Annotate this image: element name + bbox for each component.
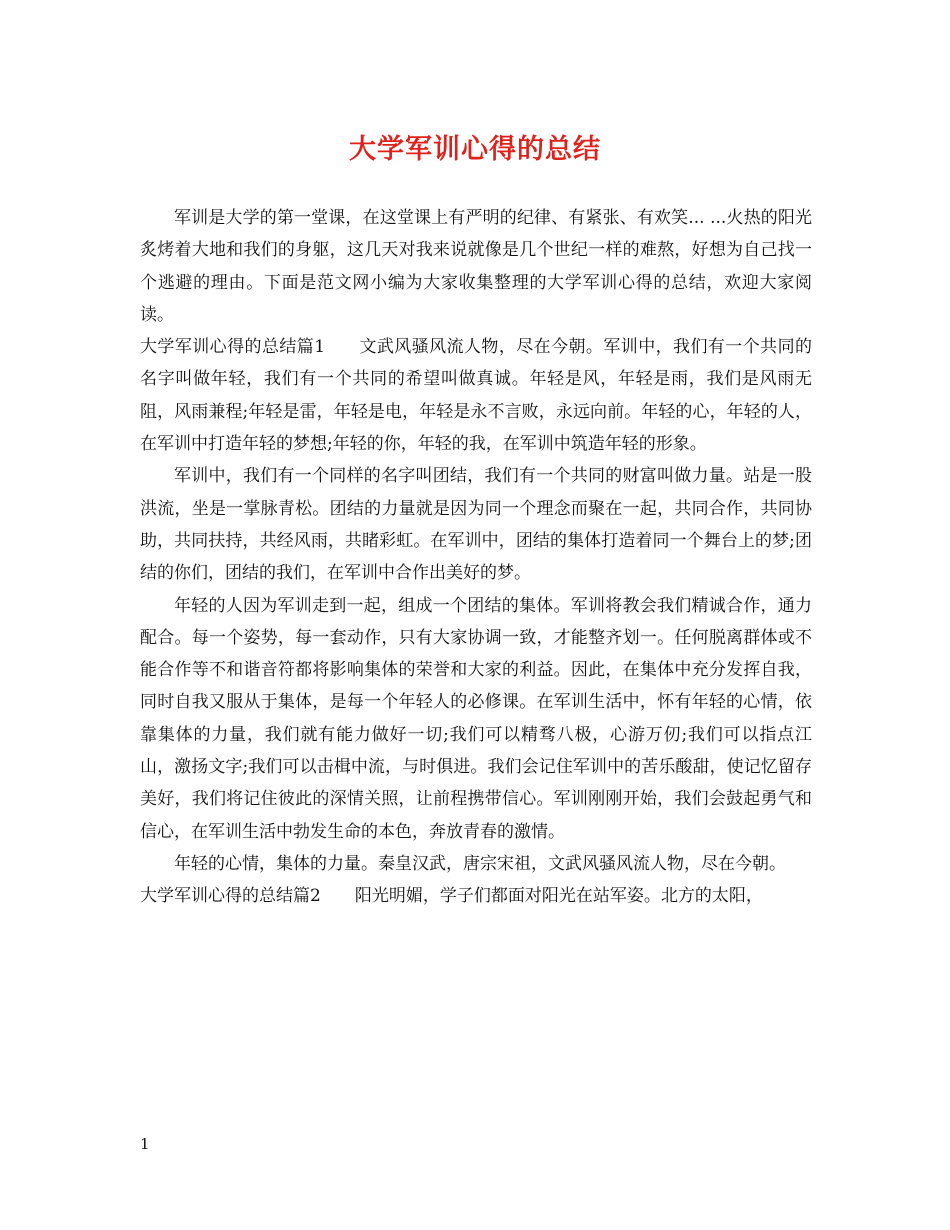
body-paragraph: 年轻的人因为军训走到一起，组成一个团结的集体。军训将教会我们精诚合作，通力配合。每一个姿势，每一套动作，只有大家协调一致，才能整齐划一。任何脱离群体或不能合作等不和谐音符都将影响集体的荣誉和大家的利益。因此，在集体中充分发挥自我，同时自我又服从于集体，是每一个年轻人的必修课。在军训生活中，怀有年轻的心情，依靠集体的力量，我们就有能力做好一切;我们可以精骛八极，心游万仞;我们可以指点江山，激扬文字;我们可以击楫中流，与时俱进。我们会记住军训中的苦乐酸甜，使记忆留存美好，我们将记住彼此的深情关照，让前程携带信心。军训刚刚开始，我们会鼓起勇气和信心，在军训生活中勃发生命的本色，奔放青春的激情。 [140,595,812,842]
section-1-label: 大学军训心得的总结篇1 [140,337,326,358]
page-number: 1 [140,1135,150,1153]
section-1-text: 文武风骚风流人物，尽在今朝。军训中，我们有一个共同的名字叫做年轻，我们有一个共同的希望叫做真诚。年轻是风，年轻是雨，我们是风雨无阻，风雨兼程;年轻是雷，年轻是电，年轻是永不言败，永远向前。年轻的心，年轻的人，在军训中打造年轻的梦想;年轻的你，年轻的我，在军训中筑造年轻的形象。 [140,337,812,455]
body-paragraph: 年轻的心情，集体的力量。秦皇汉武，唐宗宋祖，文武风骚风流人物，尽在今朝。 [174,853,786,874]
section-2-text: 阳光明媚，学子们都面对阳光在站军姿。北方的太阳， [354,886,763,907]
document-body [140,202,812,913]
body-paragraph: 军训中，我们有一个同样的名字叫团结，我们有一个共同的财富叫做力量。站是一股洪流，坐是一掌脉青松。团结的力量就是因为同一个理念而聚在一起，共同合作，共同协助，共同扶持，共经风雨，共睹彩虹。在军训中，团结的集体打造着同一个舞台上的梦;团结的你们，团结的我们，在军训中合作出美好的梦。 [140,466,812,584]
section-1-paragraph [140,331,812,460]
intro-paragraph: 军训是大学的第一堂课，在这堂课上有严明的纪律、有紧张、有欢笑... ...火热的阳光炙烤着大地和我们的身躯，这几天对我来说就像是几个世纪一样的难熬，好想为自己找一个逃避的理由。下面是范文网小编为大家收集整理的大学军训心得的总结，欢迎大家阅读。 [140,208,812,325]
document-title: 大学军训心得的总结 [349,134,601,165]
section-2-label: 大学军训心得的总结篇2 [140,886,321,907]
section-2-paragraph [140,880,812,912]
